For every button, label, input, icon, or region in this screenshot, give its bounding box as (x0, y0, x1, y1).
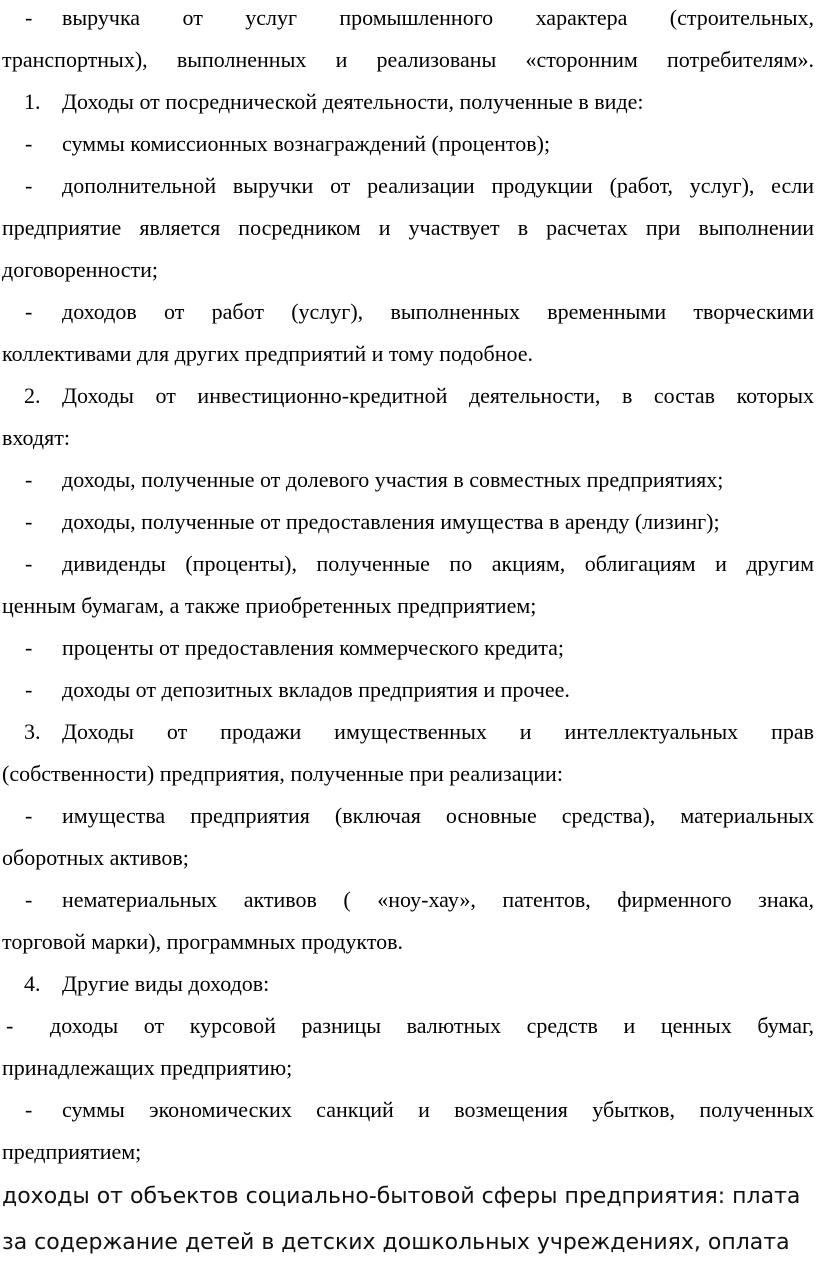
text-line: ценным бумагам, а также приобретенных предприятием; (2, 593, 537, 618)
list-dash: - (25, 131, 33, 156)
text-line: оборотных активов; (2, 845, 189, 870)
list-dash: - (25, 5, 33, 30)
text-line: доходы от курсовой разницы валютных средств и ценных бумаг, (50, 1013, 814, 1038)
text-line: суммы экономических санкций и возмещения убытков, полученных (62, 1097, 814, 1122)
text-line: дополнительной выручки от реализации продукции (работ, услуг), если (62, 173, 814, 198)
list-dash: - (25, 677, 33, 702)
text-line: выручка от услуг промышленного характера (строительных, (62, 5, 814, 30)
list-dash: - (25, 887, 33, 912)
text-line: договоренности; (2, 257, 159, 282)
list-number: 3. (24, 719, 41, 744)
text-line: принадлежащих предприятию; (2, 1055, 293, 1080)
text-line: суммы комиссионных вознаграждений (процентов); (62, 131, 551, 156)
text-line: проценты от предоставления коммерческого кредита; (62, 635, 565, 660)
text-line: торговой марки), программных продуктов. (2, 929, 404, 954)
text-line: Доходы от посреднической деятельности, полученные в виде: (62, 89, 644, 114)
text-line: Доходы от инвестиционно-кредитной деятельности, в состав которых (62, 383, 814, 408)
text-line: транспортных), выполненных и реализованы «сторонним потребителям». (2, 47, 814, 72)
list-dash: - (25, 635, 33, 660)
text-line: доходы, полученные от долевого участия в совместных предприятиях; (62, 467, 724, 492)
text-line: за содержание детей в детских дошкольных учреждениях, оплата (2, 1230, 790, 1255)
list-number: 2. (24, 383, 41, 408)
list-number: 4. (24, 971, 41, 996)
text-line: доходы от объектов социально-бытовой сферы предприятия: плата (2, 1184, 801, 1209)
text-line: Доходы от продажи имущественных и интеллектуальных прав (62, 719, 814, 744)
list-dash: - (25, 467, 33, 492)
list-dash: - (25, 509, 33, 534)
list-dash: - (6, 1013, 14, 1038)
list-dash: - (25, 173, 33, 198)
text-line: (собственности) предприятия, полученные при реализации: (2, 761, 563, 786)
text-line: доходов от работ (услуг), выполненных временными творческими (62, 299, 814, 324)
list-number: 1. (24, 89, 41, 114)
text-line: дивиденды (проценты), полученные по акциям, облигациям и другим (62, 551, 814, 576)
text-line: предприятие является посредником и участвует в расчетах при выполнении (2, 215, 814, 240)
text-line: имущества предприятия (включая основные средства), материальных (62, 803, 814, 828)
list-dash: - (25, 803, 33, 828)
list-dash: - (25, 299, 33, 324)
text-line: входят: (2, 425, 70, 450)
text-line: Другие виды доходов: (62, 971, 270, 996)
text-line: коллективами для других предприятий и тому подобное. (2, 341, 534, 366)
list-dash: - (25, 1097, 33, 1122)
list-dash: - (25, 551, 33, 576)
text-line: предприятием; (2, 1139, 142, 1164)
text-line: доходы от депозитных вкладов предприятия и прочее. (62, 677, 570, 702)
text-line: нематериальных активов ( «ноу-хау», патентов, фирменного знака, (62, 887, 814, 912)
text-line: доходы, полученные от предоставления имущества в аренду (лизинг); (62, 509, 720, 534)
